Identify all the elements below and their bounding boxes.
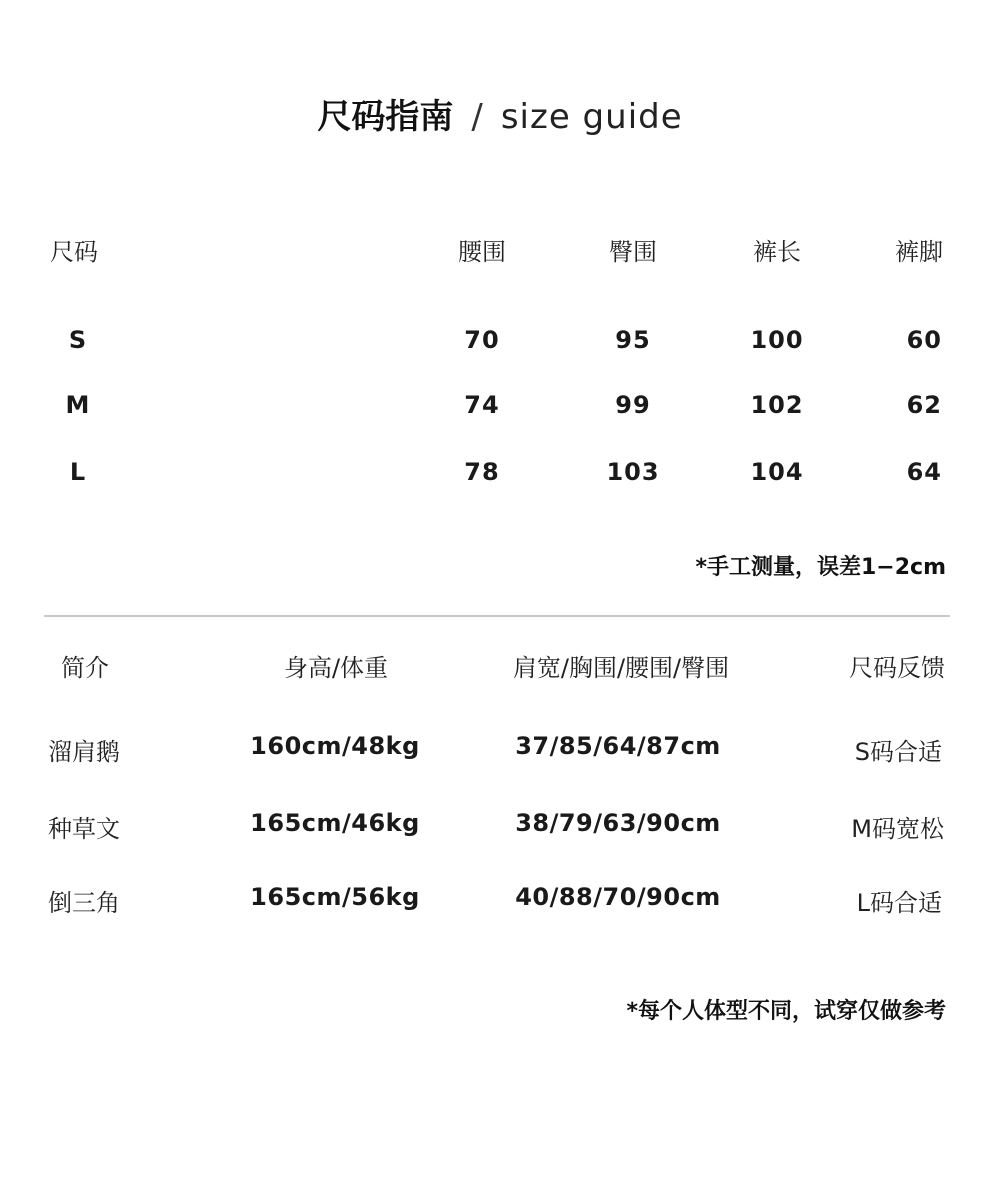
header-length: 裤长 [753, 238, 801, 266]
length-value: 100 [750, 326, 804, 354]
profile-name: 倒三角 [48, 889, 120, 917]
length-value: 102 [750, 391, 804, 419]
length-value: 104 [750, 458, 804, 486]
hem-value: 64 [906, 458, 942, 486]
profile-name: 溜肩鹅 [48, 738, 120, 766]
size-label: L [69, 458, 87, 486]
hem-value: 60 [906, 326, 942, 354]
title-chinese: 尺码指南 [317, 97, 454, 137]
measurements-value: 37/85/64/87cm [515, 732, 721, 760]
hip-value: 95 [615, 326, 651, 354]
page-title [0, 92, 1000, 142]
hem-value: 62 [906, 391, 942, 419]
hip-value: 103 [606, 458, 660, 486]
size-label: M [65, 391, 91, 419]
size-feedback-value: L码合适 [856, 889, 942, 917]
header-hip: 臀围 [609, 238, 657, 266]
header-size: 尺码 [50, 238, 98, 266]
fit-note: *每个人体型不同，试穿仅做参考 [626, 999, 946, 1024]
waist-value: 70 [464, 326, 500, 354]
height-weight-value: 165cm/56kg [250, 883, 420, 911]
hip-value: 99 [615, 391, 651, 419]
height-weight-value: 165cm/46kg [250, 809, 420, 837]
header-profile: 简介 [61, 654, 109, 682]
header-waist: 腰围 [458, 238, 506, 266]
height-weight-value: 160cm/48kg [250, 732, 420, 760]
header-hem: 裤脚 [895, 238, 943, 266]
size-label: S [68, 326, 88, 354]
measurements-value: 38/79/63/90cm [515, 809, 721, 837]
title-english: size guide [500, 97, 683, 137]
waist-value: 74 [464, 391, 500, 419]
measurements-value: 40/88/70/90cm [515, 883, 721, 911]
profile-name: 种草文 [48, 815, 120, 843]
title-separator: / [471, 97, 483, 137]
measurement-note: *手工测量，误差1−2cm [695, 555, 946, 580]
header-size-feedback: 尺码反馈 [849, 654, 945, 682]
header-height-weight: 身高/体重 [283, 654, 389, 682]
size-feedback-value: M码宽松 [851, 815, 944, 843]
waist-value: 78 [464, 458, 500, 486]
size-feedback-value: S码合适 [854, 738, 942, 766]
header-measurements: 肩宽/胸围/腰围/臀围 [512, 654, 730, 682]
divider [44, 615, 950, 617]
